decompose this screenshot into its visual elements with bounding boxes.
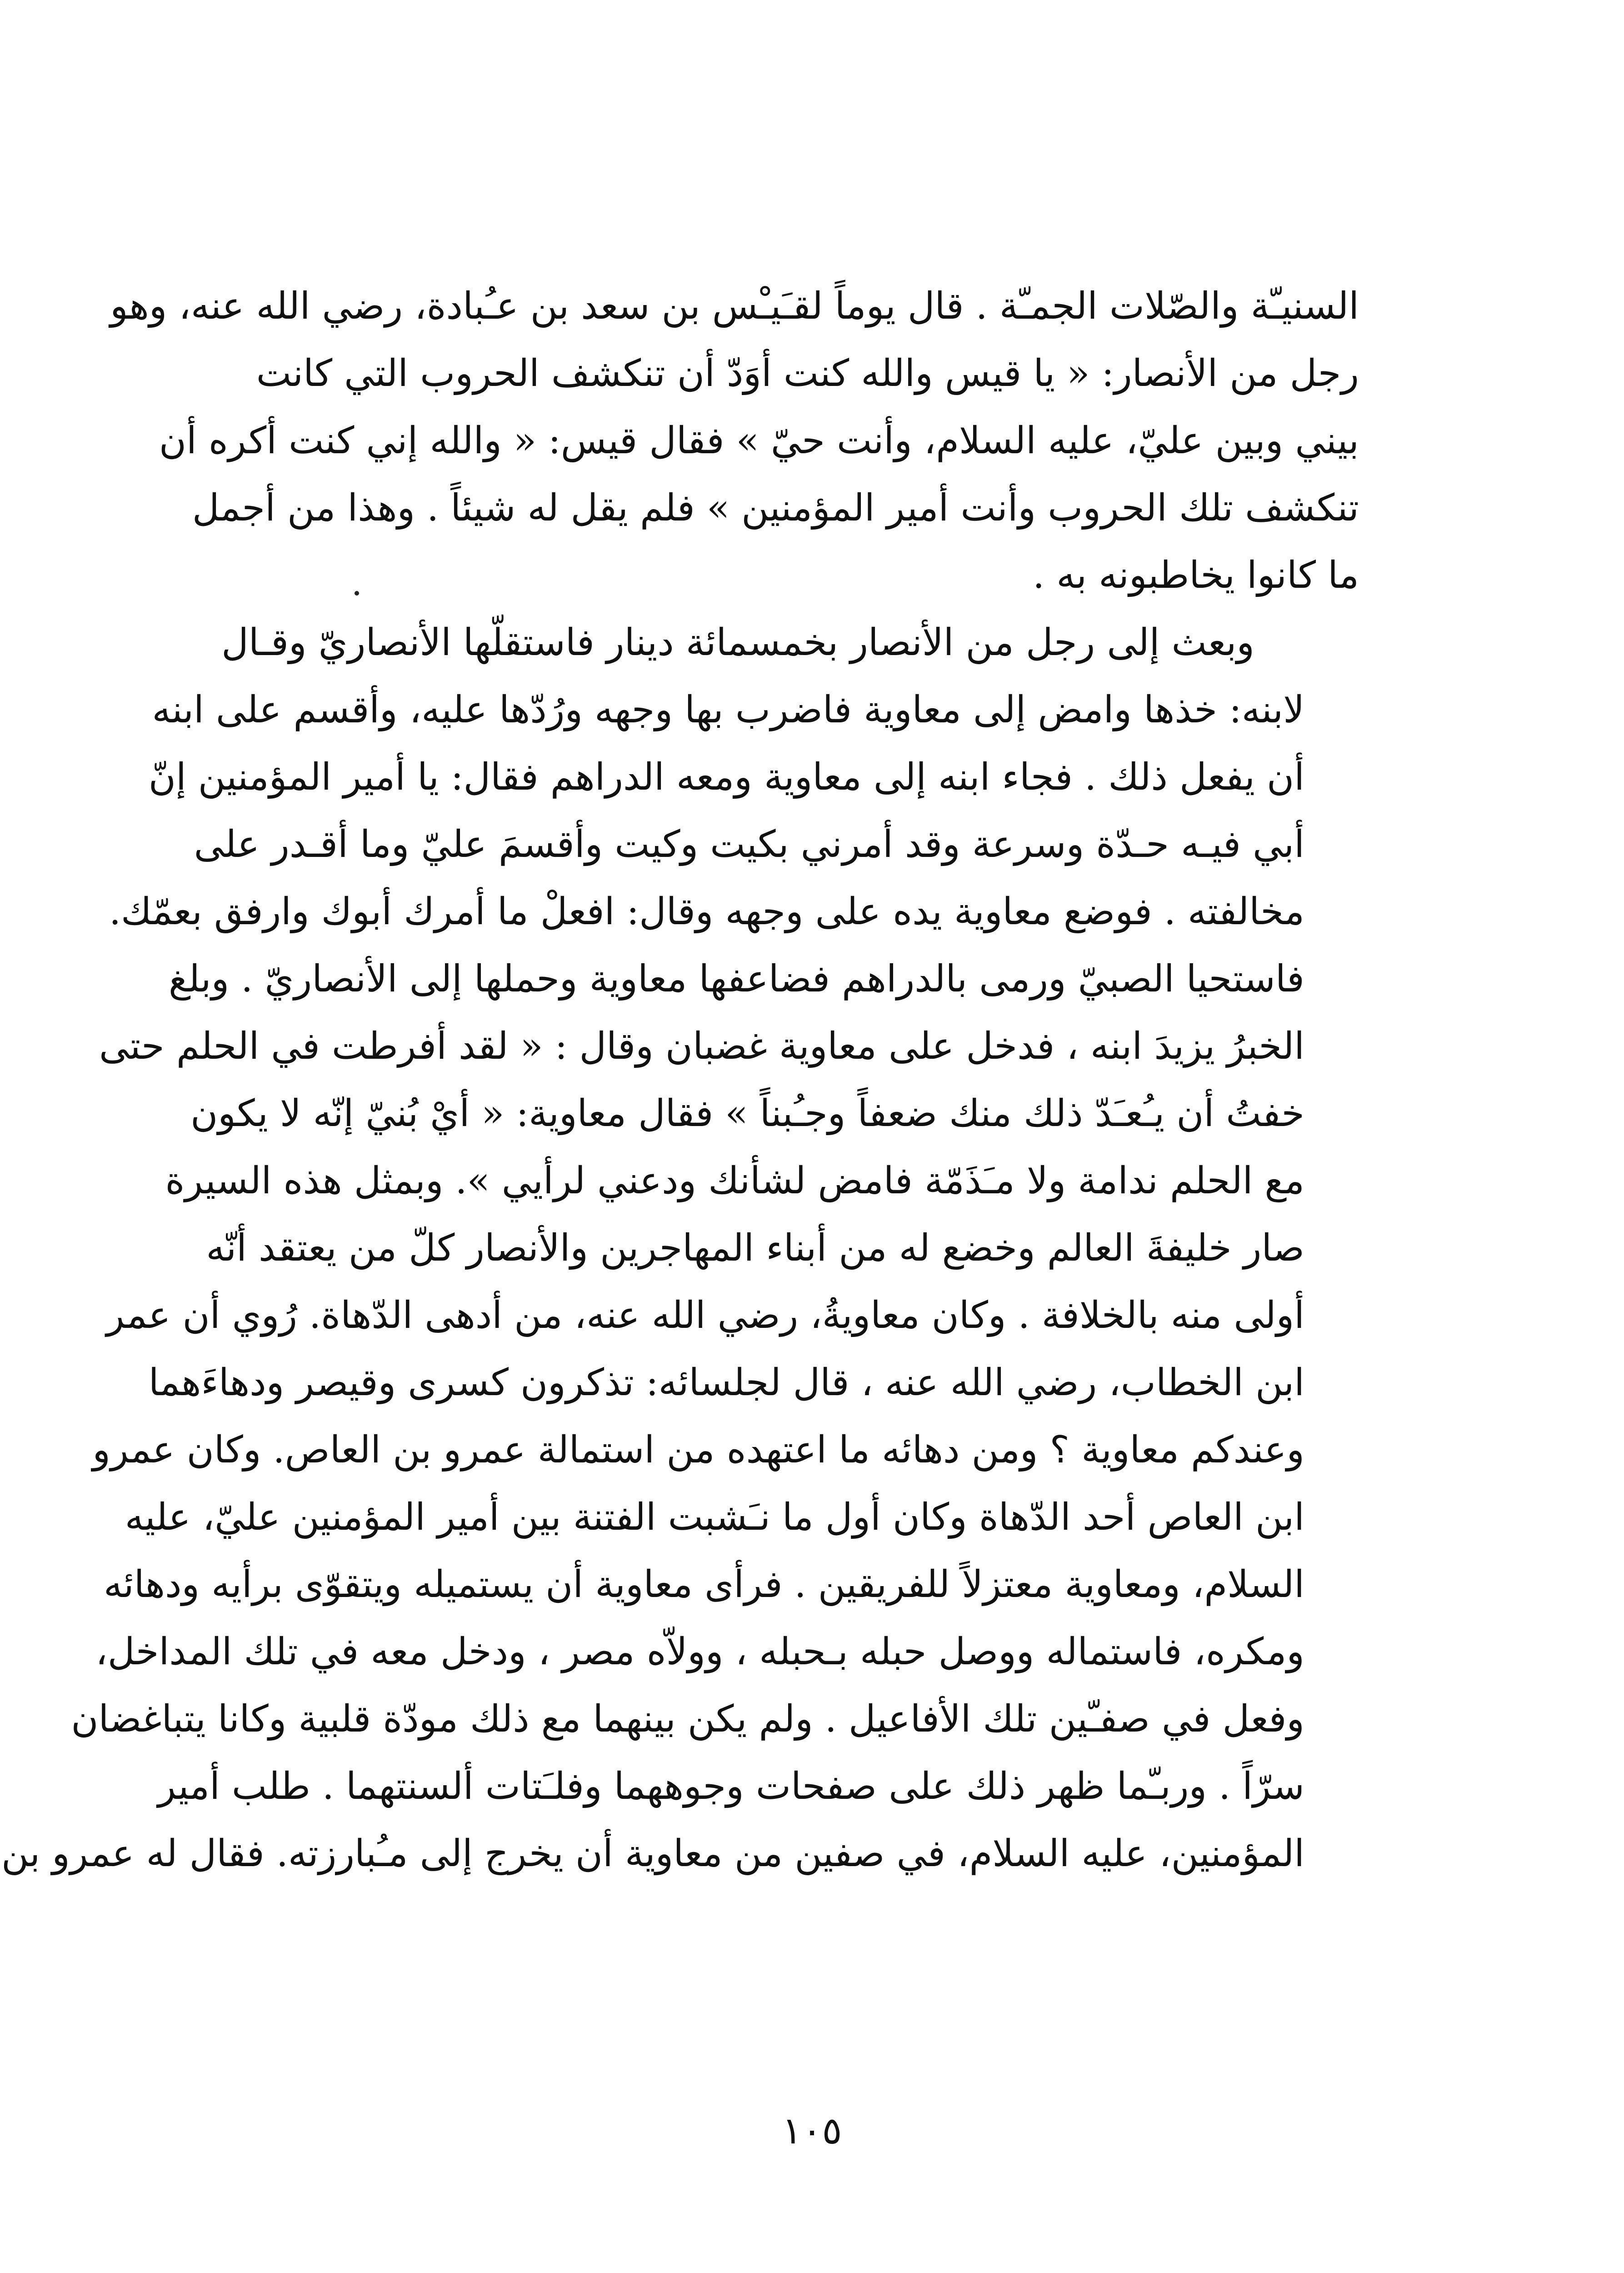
- text-line: لابنه: خذها وامض إلى معاوية فاضرب بها وجهه ورُدّها عليه، وأقسم على ابنه: [152, 688, 1304, 731]
- text-line: المؤمنين، عليه السلام، في صفين من معاوية أن يخرج إلى مـُبارزته. فقال له عمرو بن: [1, 1832, 1304, 1875]
- text-line: السنيـّة والصّلات الجمـّة . قال يوماً لقـَيـْس بن سعد بن عـُبادة، رضي الله عنه، وهو: [110, 285, 1359, 328]
- text-line: رجل من الأنصار: « يا قيس والله كنت أوَدّ أن تنكشف الحروب التي كانت: [256, 352, 1359, 395]
- text-line: أولى منه بالخلافة . وكان معاويةُ، رضي الله عنه، من أدهى الدّهاة. رُوي أن عمر: [106, 1294, 1304, 1337]
- text-line: مخالفته . فوضع معاوية يده على وجهه وقال: افعلْ ما أمرك أبوك وارفق بعمّك.: [109, 890, 1304, 933]
- print-speck: [355, 591, 359, 596]
- text-line: السلام، ومعاوية معتزلاً للفريقين . فرأى معاوية أن يستميله ويتقوّى برأيه ودهائه: [103, 1563, 1304, 1606]
- text-line: ومكره، فاستماله ووصل حبله بـحبله ، وولاّه مصر ، ودخل معه في تلك المداخل،: [95, 1630, 1304, 1673]
- text-line: سرّاً . وربـّما ظهر ذلك على صفحات وجوههما وفلـَتات ألسنتهما . طلب أمير: [158, 1765, 1304, 1808]
- paragraph-2: [1, 609, 1359, 1887]
- body-text: [1, 273, 1359, 1887]
- text-line: أن يفعل ذلك . فجاء ابنه إلى معاوية ومعه الدراهم فقال: يا أمير المؤمنين إنّ: [148, 756, 1304, 799]
- text-line: صار خليفةَ العالم وخضع له من أبناء المهاجرين والأنصار كلّ من يعتقد أنّه: [206, 1227, 1304, 1270]
- text-line: ابن العاص أحد الدّهاة وكان أول ما نـَشبت الفتنة بين أمير المؤمنين عليّ، عليه: [125, 1496, 1304, 1539]
- text-line: وعندكم معاوية ؟ ومن دهائه ما اعتهده من استمالة عمرو بن العاص. وكان عمرو: [92, 1428, 1304, 1472]
- paragraph-1: [110, 273, 1359, 609]
- text-line: وبعث إلى رجل من الأنصار بخمسمائة دينار فاستقلّها الأنصاريّ وقـال: [221, 621, 1254, 664]
- text-line: تنكشف تلك الحروب وأنت أمير المؤمنين » فلم يقل له شيئاً . وهذا من أجمل: [192, 486, 1359, 530]
- page-number: ١٠٥: [782, 2109, 842, 2153]
- text-line: ما كانوا يخاطبونه به .: [1033, 554, 1359, 597]
- text-line: فاستحيا الصبيّ ورمى بالدراهم فضاعفها معاوية وحملها إلى الأنصاريّ . وبلغ: [169, 957, 1304, 1001]
- text-line: وفعل في صفـّين تلك الأفاعيل . ولم يكن بينهما مع ذلك مودّة قلبية وكانا يتباغضان: [71, 1697, 1304, 1741]
- text-line: مع الحلم ندامة ولا مـَذَمّة فامض لشأنك ودعني لرأيي ». وبمثل هذه السيرة: [165, 1159, 1304, 1202]
- text-line: الخبرُ يزيدَ ابنه ، فدخل على معاوية غضبان وقال : « لقد أفرطت في الحلم حتى: [99, 1025, 1304, 1068]
- text-line: ابن الخطاب، رضي الله عنه ، قال لجلسائه: تذكرون كسرى وقيصر ودهاءَهما: [148, 1361, 1304, 1404]
- text-line: خفتُ أن يـُعـَدّ ذلك منك ضعفاً وجـُبناً » فقال معاوية: « أيْ بُنيّ إنّه لا يكون: [190, 1092, 1304, 1135]
- text-line: بيني وبين عليّ، عليه السلام، وأنت حيّ » فقال قيس: « والله إني كنت أكره أن: [159, 419, 1359, 462]
- text-line: أبي فيـه حـدّة وسرعة وقد أمرني بكيت وكيت وأقسمَ عليّ وما أقـدر على: [194, 823, 1304, 866]
